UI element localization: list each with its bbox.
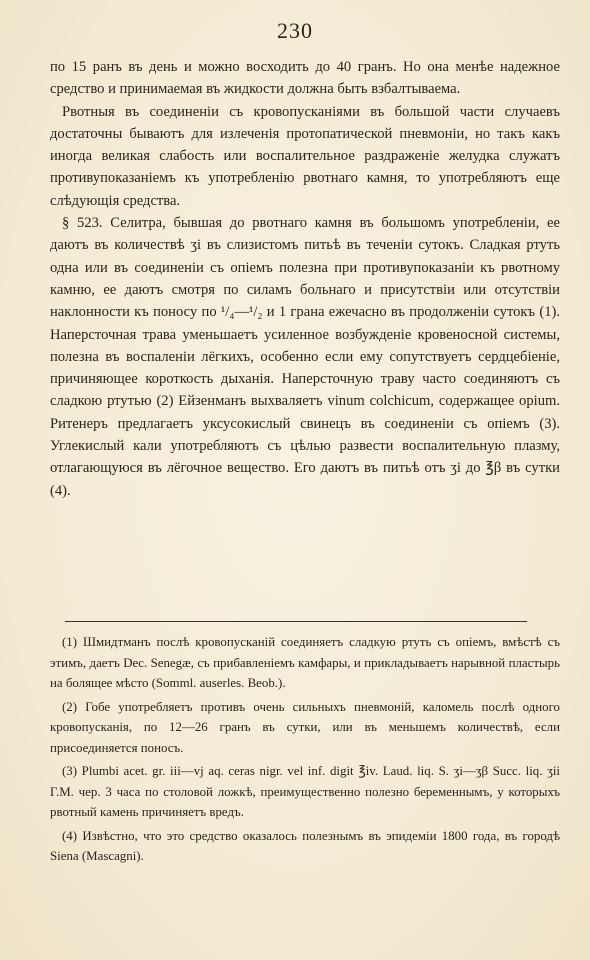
footnote-1: (1) Шмидтманъ послѣ кровопусканій соединяетъ сладкую ртуть съ опіемъ, вмѣстѣ съ этимъ, даетъ Dec. Senegæ, съ прибавленіемъ камфары, и прикладываетъ нарывной пластырь на болящее мѣсто (Somml. auserles. Beob.).	[50, 635, 560, 690]
footnote-divider	[65, 621, 527, 622]
footnote-2: (2) Гобе употребляетъ противъ очень сильныхъ пневмоній, каломель послѣ одного кровопусканія, по 12—26 гранъ въ сутки, или въ меньшемъ количествѣ, если присоединяется поносъ.	[50, 699, 560, 755]
main-text	[50, 56, 560, 502]
page-number: 230	[277, 18, 313, 43]
footnotes	[50, 632, 560, 870]
paragraph-section-523: § 523. Селитра, бывшая до рвотнаго камня въ большомъ употребленіи, ее даютъ въ количествѣ ʒi въ слизистомъ питьѣ въ теченіи сутокъ. Сладкая ртуть одна или въ соединеніи съ опіемъ полезна при противупоказаніи къ рвотному камню, ее даютъ смотря по силамъ больнаго и присутствіи или отсутствіи наклонности къ поносу по ¹/₄—¹/₂ и 1 грана ежечасно въ продолженіи сутокъ (1). Наперсточная трава уменьшаетъ усиленное возбужденіе кровеносной системы, полезна въ воспаленіи лёгкихъ, особенно если ему сопутствуетъ сердцебіеніе, причиняющее короткость дыханія. Наперсточную траву часто соединяютъ съ сладкою ртутью (2) Ейзенманъ выхваляетъ vinum colchicum, содержащее opium. Ритенеръ предлагаетъ уксусокислый свинецъ въ соединеніи съ опіемъ (3). Углекислый кали употребляютъ съ цѣлью развести воспалительную плазму, отлагающуюся въ лёгочное вещество. Его даютъ въ питьѣ отъ ʒi до ℥β въ сутки (4).	[50, 215, 560, 499]
footnote-3: (3) Plumbi acet. gr. iii—vj aq. ceras nigr. vel inf. digit ℥iv. Laud. liq. S. ʒi—ʒβ Succ. liq. ʒii Г.М. чер. 3 часа по столовой ложкѣ, преимущественно полезно беременнымъ, у которыхъ рвотный камень причиняетъ вредъ.	[50, 764, 560, 819]
paragraph-emetics: Рвотныя въ соединеніи съ кровопусканіями въ большой части случаевъ достаточны бываютъ для излеченія протопатической пневмоніи, но такъ какъ иногда великая слабость или воспалительное раздраженіе желудка служатъ противупоказаніемъ къ употребленію рвотнаго камня, то употребляютъ еще слѣдующія средства.	[50, 103, 560, 209]
paragraph-continuation: по 15 ранъ въ день и можно восходить до 40 гранъ. Но она менѣе надежное средство и принимаемая въ жидкости должна быть взбалтываема.	[50, 59, 560, 98]
footnote-4: (4) Извѣстно, что это средство оказалось полезнымъ въ эпидеміи 1800 года, въ городѣ Siena (Mascagni).	[50, 828, 560, 863]
